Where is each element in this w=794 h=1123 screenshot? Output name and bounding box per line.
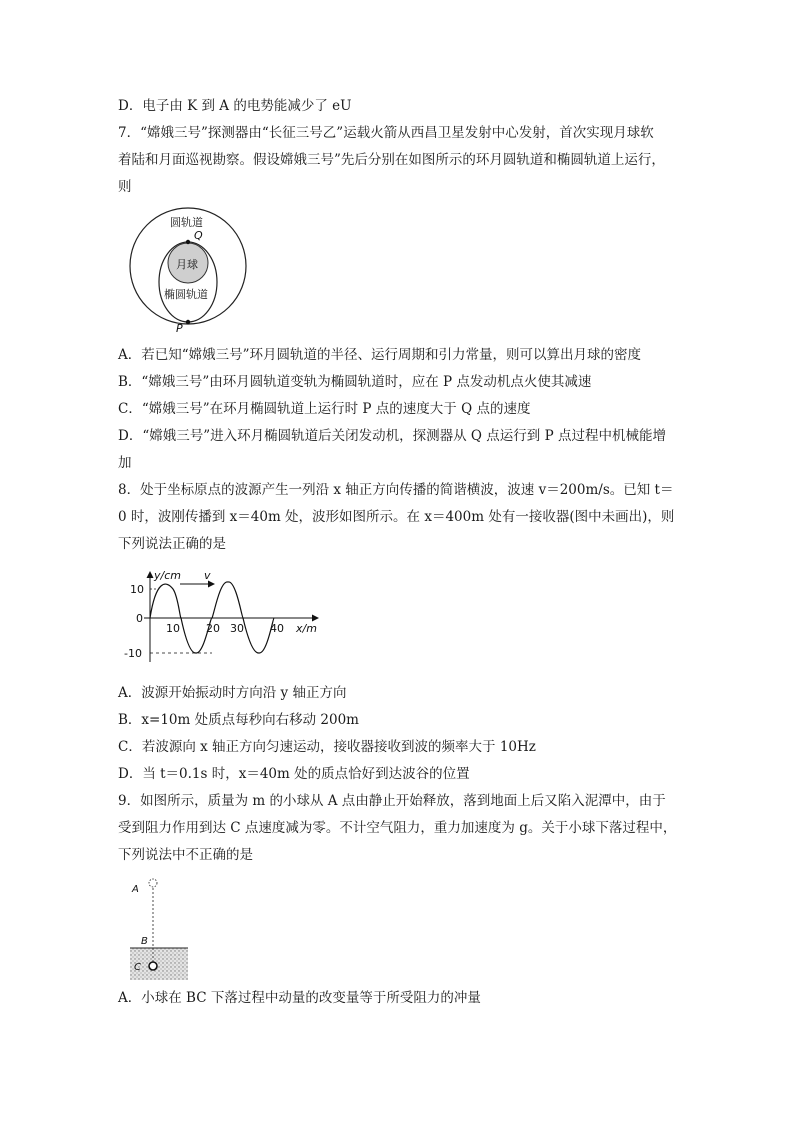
q8-stem-line-3: 下列说法正确的是 bbox=[118, 536, 226, 552]
q7-option-d-line-1: D．“嫦娥三号”进入环月椭圆轨道后关闭发动机，探测器从 Q 点运行到 P 点过程中机械能增 bbox=[118, 428, 666, 444]
y-tick-minus-10: -10 bbox=[124, 647, 142, 660]
q9-stem-line-2: 受到阻力作用到达 C 点速度减为零。不计空气阻力，重力加速度为 g。关于小球下落过程中， bbox=[118, 820, 677, 836]
x-tick-40: 40 bbox=[270, 622, 284, 635]
q9-stem-line-1: 9．如图所示，质量为 m 的小球从 A 点由静止开始释放，落到地面上后又陷入泥潭中，由于 bbox=[118, 793, 666, 809]
wave-curve bbox=[150, 582, 274, 653]
ball-at-c bbox=[149, 962, 157, 970]
q8-option-c: C．若波源向 x 轴正方向匀速运动，接收器接收到波的频率大于 10Hz bbox=[118, 739, 536, 755]
y-axis-label: y/cm bbox=[154, 569, 181, 582]
x-tick-10: 10 bbox=[166, 622, 180, 635]
q8-option-b: B．x=10m 处质点每秒向右移动 200m bbox=[118, 712, 359, 728]
q8-option-d: D．当 t＝0.1s 时，x＝40m 处的质点恰好到达波谷的位置 bbox=[118, 766, 470, 782]
point-p-label: P bbox=[176, 322, 183, 335]
q9-ball-figure bbox=[126, 874, 196, 982]
q7-orbit-figure bbox=[118, 200, 258, 338]
q9-stem-line-3: 下列说法中不正确的是 bbox=[118, 847, 253, 863]
point-q-dot bbox=[186, 240, 190, 244]
q8-stem-line-2: 0 时，波刚传播到 x＝40m 处，波形如图所示。在 x＝400m 处有一接收器(图中未画出)，则 bbox=[118, 509, 675, 525]
x-axis-label: x/m bbox=[296, 622, 317, 635]
point-c-label: C bbox=[134, 962, 141, 973]
velocity-label: v bbox=[204, 569, 211, 582]
ellipse-orbit-label: 椭圆轨道 bbox=[164, 288, 208, 301]
circle-orbit-label: 圆轨道 bbox=[170, 216, 203, 229]
moon-label: 月球 bbox=[176, 258, 198, 271]
y-tick-10: 10 bbox=[130, 583, 144, 596]
q8-stem-line-1: 8．处于坐标原点的波源产生一列沿 x 轴正方向传播的简谐横波，波速 v＝200m/s。已知 t＝ bbox=[118, 482, 674, 498]
q6-option-d: D．电子由 K 到 A 的电势能减少了 eU bbox=[118, 98, 352, 114]
x-tick-20: 20 bbox=[206, 622, 220, 635]
ball-start-dashed bbox=[149, 879, 157, 887]
q7-option-b: B．“嫦娥三号”由环月圆轨道变轨为椭圆轨道时，应在 P 点发动机点火使其减速 bbox=[118, 374, 592, 390]
x-tick-30: 30 bbox=[230, 622, 244, 635]
q8-option-a: A．波源开始振动时方向沿 y 轴正方向 bbox=[118, 685, 347, 701]
q7-option-c: C．“嫦娥三号”在环月椭圆轨道上运行时 P 点的速度大于 Q 点的速度 bbox=[118, 401, 531, 417]
q7-stem-line-3: 则 bbox=[118, 179, 132, 195]
q7-option-a: A．若已知“嫦娥三号”环月圆轨道的半径、运行周期和引力常量，则可以算出月球的密度 bbox=[118, 347, 642, 363]
point-p-dot bbox=[186, 320, 190, 324]
q7-stem-line-2: 着陆和月面巡视勘察。假设嫦娥三号”先后分别在如图所示的环月圆轨道和椭圆轨道上运行， bbox=[118, 152, 665, 168]
point-b-label: B bbox=[141, 936, 148, 947]
point-a-label: A bbox=[132, 884, 139, 895]
q8-wave-figure bbox=[118, 562, 328, 672]
q9-option-a: A．小球在 BC 下落过程中动量的改变量等于所受阻力的冲量 bbox=[118, 990, 481, 1006]
y-tick-0: 0 bbox=[136, 612, 143, 625]
point-q-label: Q bbox=[194, 229, 203, 242]
q7-option-d-line-2: 加 bbox=[118, 455, 132, 471]
q7-stem-line-1: 7．“嫦娥三号”探测器由“长征三号乙”运载火箭从西昌卫星发射中心发射，首次实现月球软 bbox=[118, 125, 654, 141]
